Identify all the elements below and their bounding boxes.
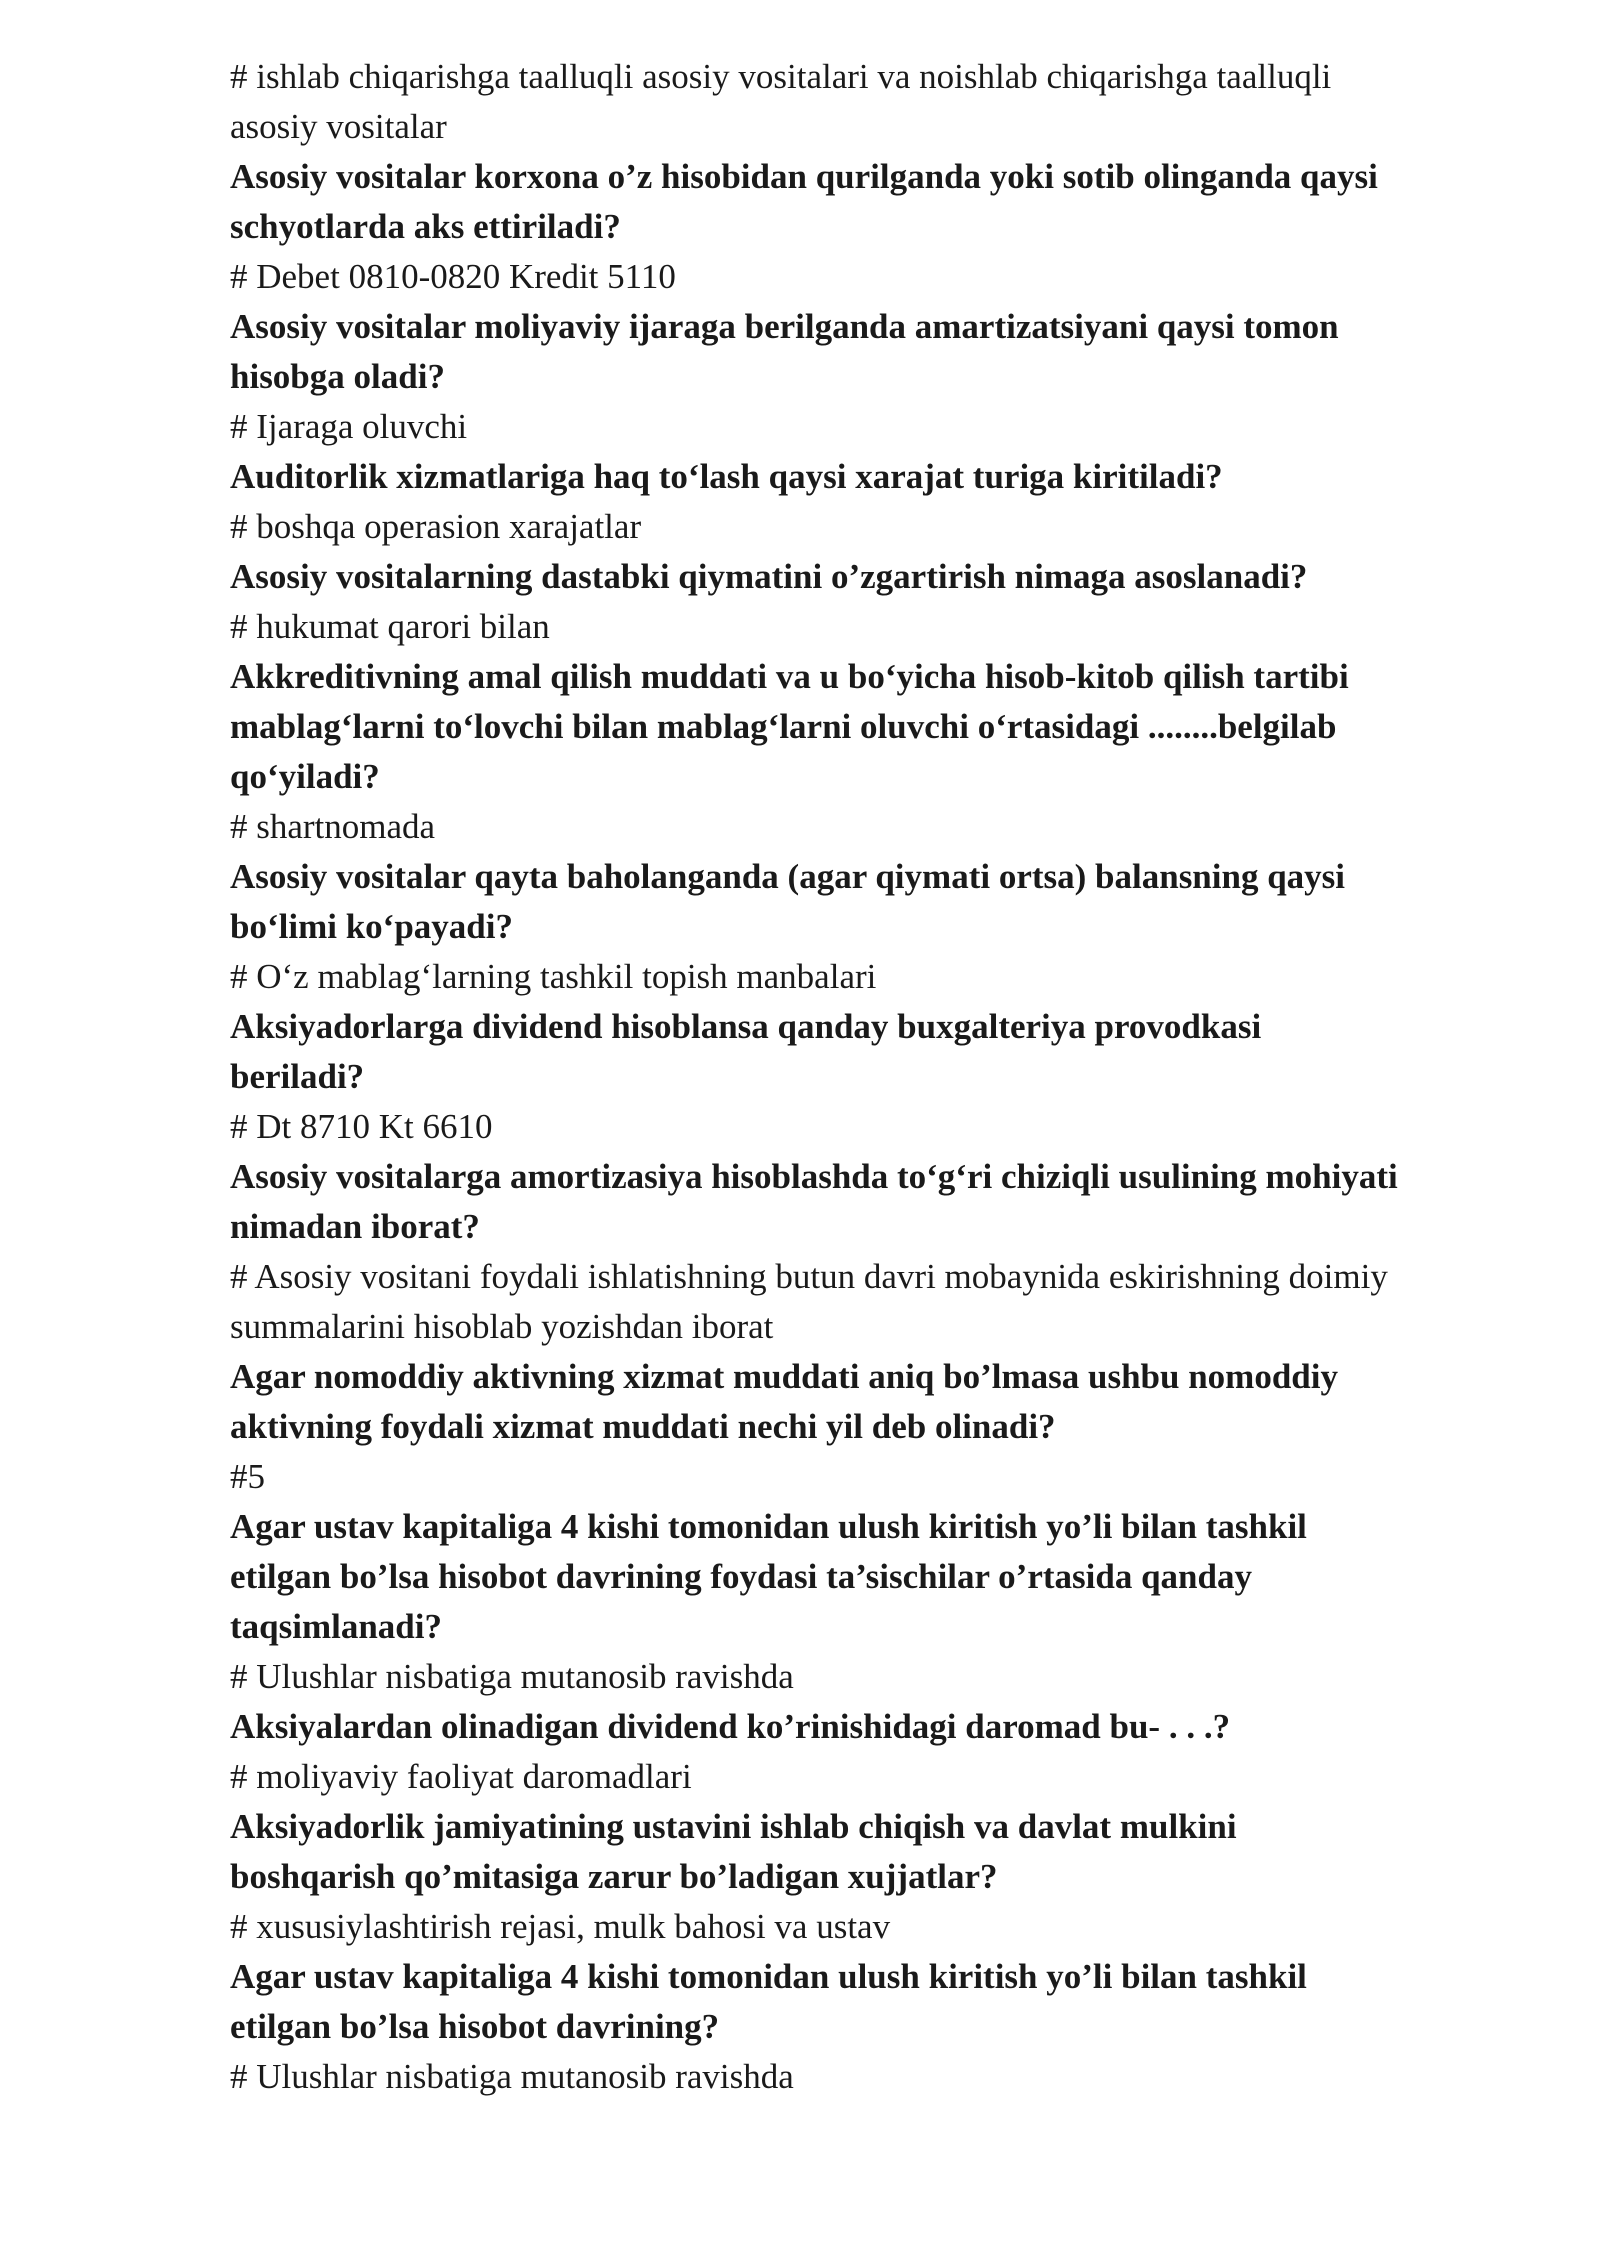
question-line: Asosiy vositalarning dastabki qiymatini o’zgartirish nimaga asoslanadi? — [230, 557, 1308, 596]
answer-line: # Debet 0810-0820 Kredit 5110 — [230, 257, 676, 296]
question-line: taqsimlanadi? — [230, 1607, 442, 1646]
question-line: bo‘limi ko‘payadi? — [230, 907, 513, 946]
answer-line: # moliyaviy faoliyat daromadlari — [230, 1757, 692, 1796]
answer-line: summalarini hisoblab yozishdan iborat — [230, 1307, 774, 1346]
question-line: hisobga oladi? — [230, 357, 445, 396]
answer-line: # shartnomada — [230, 807, 436, 846]
question-line: schyotlarda aks ettiriladi? — [230, 207, 621, 246]
question-line: beriladi? — [230, 1057, 365, 1096]
question-line: mablag‘larni to‘lovchi bilan mablag‘larni oluvchi o‘rtasidagi ........belgilab — [230, 707, 1337, 746]
answer-line: # Ijaraga oluvchi — [230, 407, 468, 446]
answer-line: # ishlab chiqarishga taalluqli asosiy vositalari va noishlab chiqarishga taalluqli — [230, 57, 1332, 96]
document-page — [230, 52, 1520, 2102]
question-line: Asosiy vositalarga amortizasiya hisoblashda to‘g‘ri chiziqli usulining mohiyati — [230, 1157, 1398, 1196]
answer-line: # xususiylashtirish rejasi, mulk bahosi va ustav — [230, 1907, 891, 1946]
answer-line: # O‘z mablag‘larning tashkil topish manbalari — [230, 957, 877, 996]
question-line: boshqarish qo’mitasiga zarur bo’ladigan xujjatlar? — [230, 1857, 998, 1896]
answer-line: # hukumat qarori bilan — [230, 607, 550, 646]
question-line: Agar nomoddiy aktivning xizmat muddati aniq bo’lmasa ushbu nomoddiy — [230, 1357, 1338, 1396]
question-line: Asosiy vositalar korxona o’z hisobidan qurilganda yoki sotib olinganda qaysi — [230, 157, 1378, 196]
answer-line: asosiy vositalar — [230, 107, 447, 146]
question-line: Akkreditivning amal qilish muddati va u bo‘yicha hisob-kitob qilish tartibi — [230, 657, 1349, 696]
answer-line: #5 — [230, 1457, 265, 1496]
answer-line: # Ulushlar nisbatiga mutanosib ravishda — [230, 2057, 794, 2096]
answer-line: # boshqa operasion xarajatlar — [230, 507, 642, 546]
question-line: Aksiyadorlarga dividend hisoblansa qanday buxgalteriya provodkasi — [230, 1007, 1262, 1046]
question-line: nimadan iborat? — [230, 1207, 480, 1246]
question-line: Asosiy vositalar qayta baholanganda (agar qiymati ortsa) balansning qaysi — [230, 857, 1346, 896]
question-line: Agar ustav kapitaliga 4 kishi tomonidan ulush kiritish yo’li bilan tashkil — [230, 1507, 1307, 1546]
answer-line: # Ulushlar nisbatiga mutanosib ravishda — [230, 1657, 794, 1696]
question-line: qo‘yiladi? — [230, 757, 380, 796]
question-line: etilgan bo’lsa hisobot davrining foydasi ta’sischilar o’rtasida qanday — [230, 1557, 1252, 1596]
question-line: Aksiyadorlik jamiyatining ustavini ishlab chiqish va davlat mulkini — [230, 1807, 1237, 1846]
question-line: Auditorlik xizmatlariga haq to‘lash qaysi xarajat turiga kiritiladi? — [230, 457, 1223, 496]
answer-line: # Asosiy vositani foydali ishlatishning butun davri mobaynida eskirishning doimiy — [230, 1257, 1388, 1296]
question-line: etilgan bo’lsa hisobot davrining? — [230, 2007, 720, 2046]
question-line: aktivning foydali xizmat muddati nechi yil deb olinadi? — [230, 1407, 1056, 1446]
answer-line: # Dt 8710 Kt 6610 — [230, 1107, 493, 1146]
question-line: Asosiy vositalar moliyaviy ijaraga berilganda amartizatsiyani qaysi tomon — [230, 307, 1339, 346]
question-line: Aksiyalardan olinadigan dividend ko’rinishidagi daromad bu- . . .? — [230, 1707, 1231, 1746]
question-line: Agar ustav kapitaliga 4 kishi tomonidan ulush kiritish yo’li bilan tashkil — [230, 1957, 1307, 1996]
